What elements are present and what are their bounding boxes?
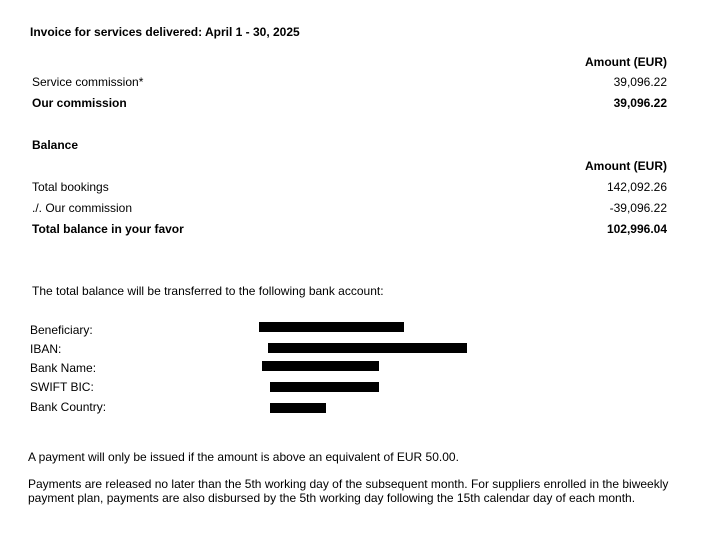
- commission-amount-header: Amount (EUR): [585, 55, 667, 69]
- total-balance-label: Total balance in your favor: [32, 222, 184, 236]
- bank-country-label: Bank Country:: [30, 400, 107, 414]
- beneficiary-redaction: [259, 322, 404, 332]
- bank-name-label: Bank Name:: [30, 361, 97, 375]
- our-commission-label: Our commission: [32, 96, 127, 110]
- total-bookings-label: Total bookings: [32, 180, 109, 194]
- balance-amount-header: Amount (EUR): [585, 159, 667, 173]
- iban-redaction: [268, 343, 467, 353]
- total-bookings-amount: 142,092.26: [606, 180, 667, 194]
- payment-schedule-note: Payments are released no later than the 5th working day of the subsequent month. For suppliers enrolled in the biweekly payment plan, payments are also disbursed by the 5th working day following the 15th calendar day of each month.: [28, 477, 669, 505]
- swift-redaction: [270, 382, 379, 392]
- balance-title: Balance: [32, 138, 79, 152]
- bank-name-redaction: [262, 361, 379, 371]
- service-commission-label: Service commission*: [32, 75, 144, 89]
- invoice-title: Invoice for services delivered: April 1 - 30, 2025: [30, 25, 300, 39]
- beneficiary-label: Beneficiary:: [30, 323, 93, 337]
- commission-deduction-label: ./. Our commission: [32, 201, 133, 215]
- bank-intro-text: The total balance will be transferred to the following bank account:: [32, 284, 384, 298]
- swift-label: SWIFT BIC:: [30, 380, 94, 394]
- commission-deduction-amount: -39,096.22: [609, 201, 667, 215]
- service-commission-amount: 39,096.22: [613, 75, 667, 89]
- bank-country-redaction: [270, 403, 326, 413]
- minimum-payment-note: A payment will only be issued if the amount is above an equivalent of EUR 50.00.: [28, 450, 459, 464]
- iban-label: IBAN:: [30, 342, 62, 356]
- total-balance-amount: 102,996.04: [606, 222, 667, 236]
- our-commission-amount: 39,096.22: [613, 96, 667, 110]
